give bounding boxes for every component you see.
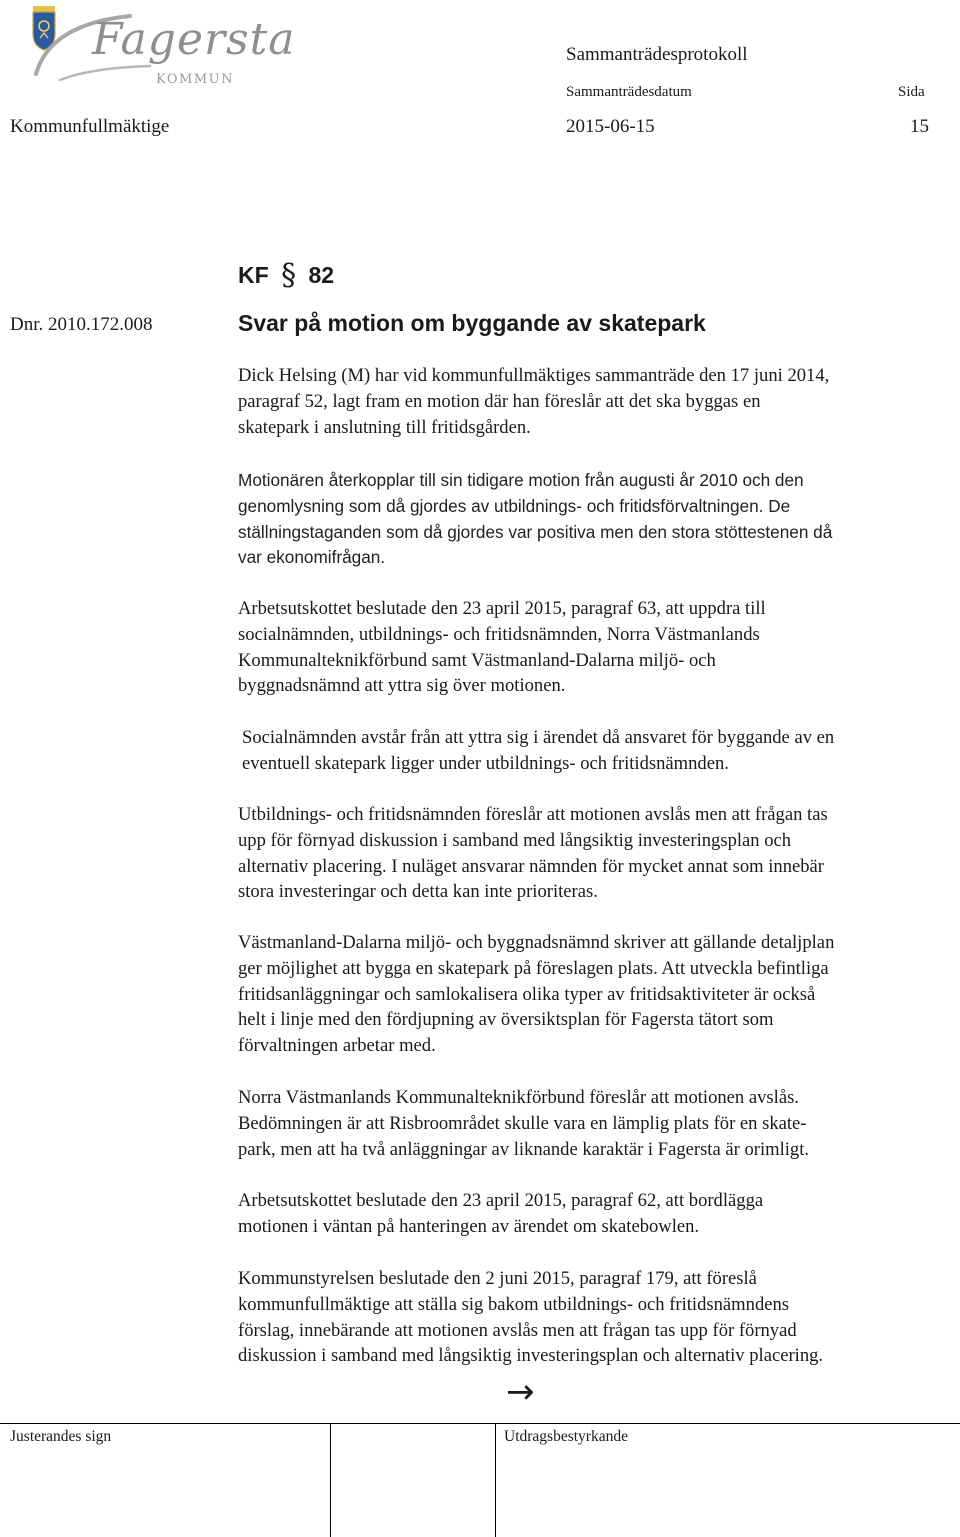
text-line: kommunfullmäktige att ställa sig bakom utbildnings- och fritidsnämndens xyxy=(238,1293,790,1315)
text-line: upp för förnyad diskussion i samband med långsiktig investeringsplan och xyxy=(238,829,792,851)
text-line: förvaltningen arbetar med. xyxy=(238,1035,436,1057)
section-title: Svar på motion om byggande av skatepark xyxy=(238,310,706,336)
paragraph-9 xyxy=(238,1266,950,1369)
text-line: park, men att ha två anläggningar av liknande karaktär i Fagersta är orimligt. xyxy=(238,1138,810,1160)
diary-number: Dnr. 2010.172.008 xyxy=(10,314,153,335)
sign-box xyxy=(0,1424,331,1537)
paragraph-1 xyxy=(238,363,950,440)
paragraph-2 xyxy=(238,468,950,571)
meeting-date: 2015-06-15 xyxy=(566,116,655,137)
text-line: paragraf 52, lagt fram en motion där han föreslår att det ska byggas en xyxy=(238,390,761,412)
logo-subtext: KOMMUN xyxy=(156,72,234,87)
text-line: motionen i väntan på hanteringen av ärendet om skatebowlen. xyxy=(238,1215,700,1237)
page-number: 15 xyxy=(910,116,929,137)
text-line: ställningstaganden som då gjordes var positiva men den stora stöttestenen då xyxy=(238,521,833,542)
text-line: genomlysning som då gjordes av utbildnings- och fritidsförvaltningen. De xyxy=(238,495,791,516)
sign-box-2 xyxy=(331,1424,496,1537)
document-type: Sammanträdesprotokoll xyxy=(566,44,748,65)
paragraph-4 xyxy=(242,725,954,777)
paragraph-5 xyxy=(238,802,950,905)
text-line: Arbetsutskottet beslutade den 23 april 2015, paragraf 63, att uppdra till xyxy=(238,598,766,619)
paragraph-number: 82 xyxy=(308,262,335,288)
footer xyxy=(0,1423,960,1537)
text-line: ger möjlighet att bygga en skatepark på föreslagen plats. Att utveckla befintliga xyxy=(238,957,829,979)
text-line: helt i linje med den fördjupning av översiktsplan för Fagersta tätort som xyxy=(238,1009,774,1031)
continuation-arrow-icon: → xyxy=(506,1372,535,1412)
text-line: förslag, innebärande att motionen avslås men att frågan tas upp för förnyad xyxy=(238,1319,797,1341)
text-line: Socialnämnden avstår från att yttra sig i ärendet då ansvaret för byggande av en xyxy=(242,727,835,748)
paragraph-sign: § xyxy=(281,258,297,293)
text-line: eventuell skatepark ligger under utbildnings- och fritidsnämnden. xyxy=(242,752,729,774)
paragraph-mark xyxy=(238,258,334,293)
text-line: var ekonomifrågan. xyxy=(238,547,386,568)
body-name: Kommunfullmäktige xyxy=(10,116,170,137)
paragraph-7 xyxy=(238,1085,950,1162)
text-line: skatepark i anslutning till fritidsgården. xyxy=(238,416,531,438)
sign-label: Justerandes sign xyxy=(10,1428,112,1445)
text-line: Arbetsutskottet beslutade den 23 april 2015, paragraf 62, att bordlägga xyxy=(238,1190,764,1211)
paragraph-6 xyxy=(238,930,950,1059)
extract-box xyxy=(496,1424,959,1537)
text-line: Kommunalteknikförbund samt Västmanland-Dalarna miljö- och xyxy=(238,649,716,671)
meeting-date-label: Sammanträdesdatum xyxy=(566,84,692,100)
text-line: Västmanland-Dalarna miljö- och byggnadsnämnd skriver att gällande detaljplan xyxy=(238,932,835,953)
text-line: Utbildnings- och fritidsnämnden föreslår att motionen avslås men att frågan tas xyxy=(238,804,828,825)
paragraph-prefix: KF xyxy=(238,262,269,288)
logo-wordmark: Fagersta xyxy=(92,14,296,65)
text-line: alternativ placering. I nuläget ansvarar nämnden för mycket annat som innebär xyxy=(238,855,824,877)
text-line: Kommunstyrelsen beslutade den 2 juni 2015, paragraf 179, att föreslå xyxy=(238,1268,757,1289)
text-line: Norra Västmanlands Kommunalteknikförbund föreslår att motionen avslås. xyxy=(238,1087,799,1108)
text-line: stora investeringar och detta kan inte prioriteras. xyxy=(238,881,598,903)
text-line: Bedömningen är att Risbroområdet skulle vara en lämplig plats för en skate- xyxy=(238,1112,807,1134)
municipality-logo xyxy=(30,4,296,99)
text-line: Dick Helsing (M) har vid kommunfullmäktiges sammanträde den 17 juni 2014, xyxy=(238,365,830,386)
extract-label: Utdragsbestyrkande xyxy=(504,1428,628,1445)
text-line: Motionären återkopplar till sin tidigare motion från augusti år 2010 och den xyxy=(238,470,804,490)
text-line: socialnämnden, utbildnings- och fritidsnämnden, Norra Västmanlands xyxy=(238,623,760,645)
text-line: fritidsanläggningar och samlokalisera olika typer av fritidsaktiviteter är också xyxy=(238,983,816,1005)
text-line: diskussion i samband med långsiktig investeringsplan och alternativ placering. xyxy=(238,1345,824,1367)
text-line: byggnadsnämnd att yttra sig över motionen. xyxy=(238,675,566,697)
page-label: Sida xyxy=(898,84,925,100)
paragraph-8 xyxy=(238,1188,950,1240)
paragraph-3 xyxy=(238,596,950,699)
